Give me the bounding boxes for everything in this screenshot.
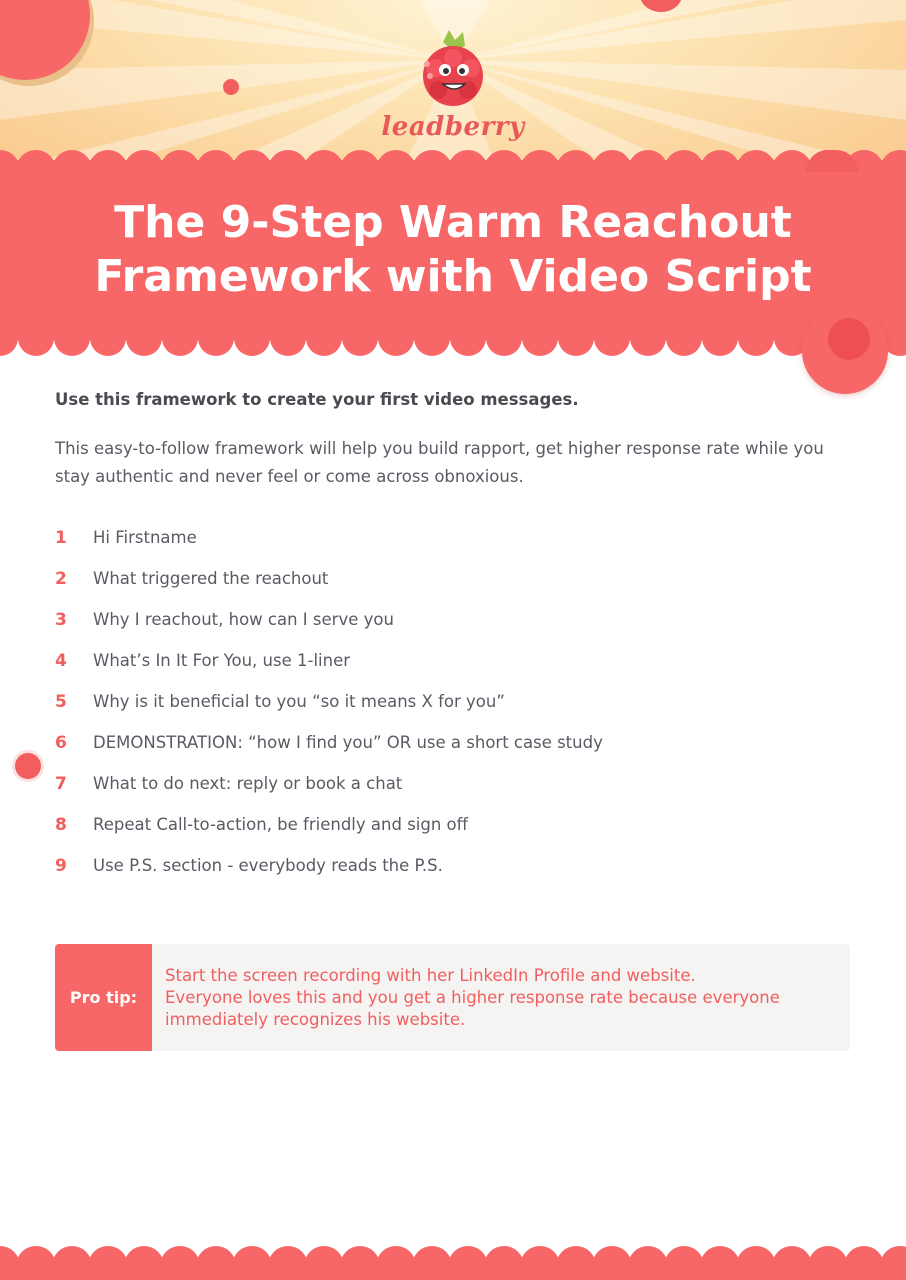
step-text: Why I reachout, how can I serve you bbox=[93, 610, 394, 629]
step-number: 8 bbox=[55, 814, 67, 835]
step-item bbox=[55, 599, 845, 640]
step-text: What’s In It For You, use 1-liner bbox=[93, 651, 351, 670]
step-item bbox=[55, 681, 845, 722]
pro-tip-line-2: Everyone loves this and you get a higher response rate because everyone bbox=[165, 988, 780, 1007]
step-number: 5 bbox=[55, 691, 67, 712]
step-text: DEMONSTRATION: “how I find you” OR use a short case study bbox=[93, 733, 603, 752]
brand-wordmark: leadberry bbox=[381, 112, 525, 142]
step-item bbox=[55, 722, 845, 763]
banner-scallop-bottom bbox=[0, 338, 906, 358]
banner-scallop-top bbox=[0, 150, 906, 172]
step-item bbox=[55, 640, 845, 681]
footer-scallop bbox=[0, 1244, 906, 1280]
step-item bbox=[55, 845, 845, 886]
decor-circle-banner-right-inner bbox=[828, 318, 870, 360]
raspberry-mascot-icon bbox=[413, 28, 493, 110]
page-title-line-2: Framework with Video Script bbox=[94, 251, 812, 302]
step-item bbox=[55, 517, 845, 558]
pro-tip-line-1: Start the screen recording with her LinkedIn Profile and website. bbox=[165, 966, 696, 985]
pro-tip-body bbox=[152, 944, 792, 1051]
step-text: What to do next: reply or book a chat bbox=[93, 774, 403, 793]
step-number: 1 bbox=[55, 527, 67, 548]
decor-dot-left bbox=[15, 753, 41, 779]
step-text: Repeat Call-to-action, be friendly and sign off bbox=[93, 815, 469, 834]
pro-tip-box bbox=[55, 944, 850, 1051]
step-number: 7 bbox=[55, 773, 67, 794]
pro-tip-label: Pro tip: bbox=[55, 944, 152, 1051]
step-item bbox=[55, 763, 845, 804]
step-item bbox=[55, 804, 845, 845]
step-number: 9 bbox=[55, 855, 67, 876]
lead-text: Use this framework to create your first video messages. bbox=[55, 390, 579, 409]
page-title bbox=[0, 196, 906, 304]
decor-dot-small bbox=[223, 79, 239, 95]
step-number: 4 bbox=[55, 650, 67, 671]
step-item bbox=[55, 558, 845, 599]
page-title-line-1: The 9-Step Warm Reachout bbox=[114, 197, 792, 248]
step-number: 2 bbox=[55, 568, 67, 589]
step-text: What triggered the reachout bbox=[93, 569, 329, 588]
step-number: 3 bbox=[55, 609, 67, 630]
step-text: Hi Firstname bbox=[93, 528, 197, 547]
intro-text: This easy-to-follow framework will help you build rapport, get higher response rate while you stay authentic and never feel or come across obnoxious. bbox=[55, 439, 824, 486]
step-text: Why is it beneficial to you “so it means X for you” bbox=[93, 692, 505, 711]
steps-list bbox=[55, 517, 845, 886]
pro-tip-line-3: immediately recognizes his website. bbox=[165, 1010, 466, 1029]
step-text: Use P.S. section - everybody reads the P.S. bbox=[93, 856, 443, 875]
main-content bbox=[55, 390, 845, 886]
step-number: 6 bbox=[55, 732, 67, 753]
